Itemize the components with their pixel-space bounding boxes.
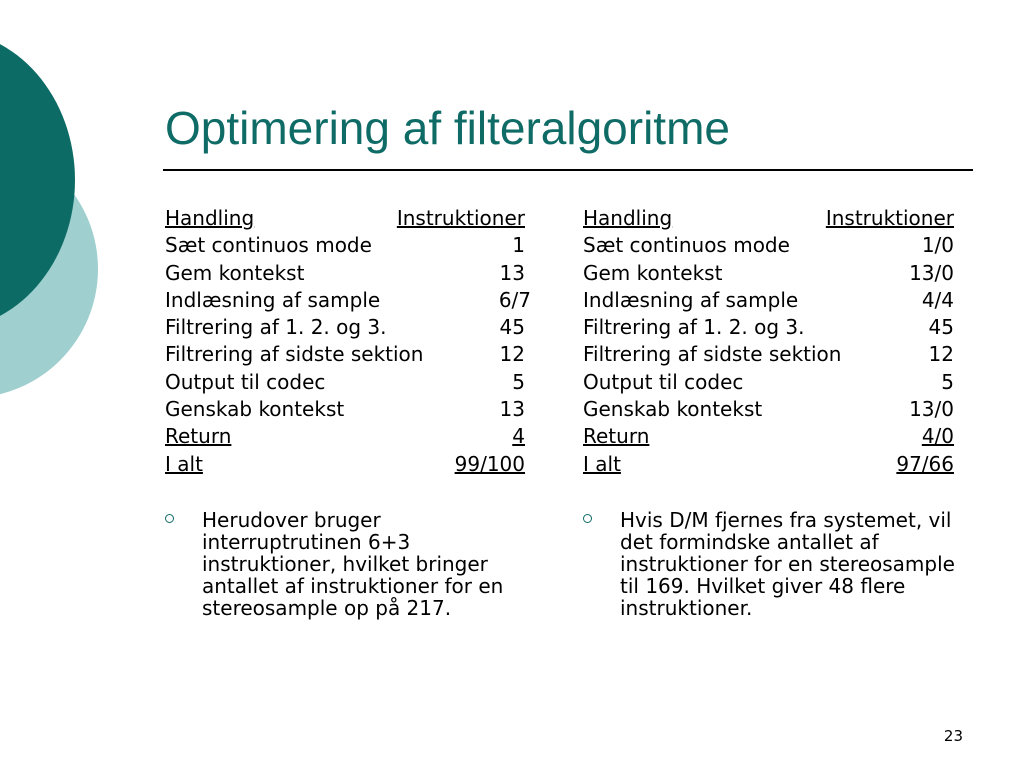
table-row: [165, 232, 525, 259]
table-header: [165, 205, 525, 232]
row-value: 4/4: [921, 287, 954, 312]
total-value: 97/66: [896, 451, 954, 476]
table-row: [165, 314, 525, 341]
row-label: Genskab kontekst: [583, 397, 763, 422]
bullet-circle-icon: [165, 514, 174, 523]
table-row: [583, 232, 954, 259]
row-value: 5: [512, 369, 525, 394]
table-row: [165, 396, 525, 423]
row-value: 1: [512, 233, 525, 258]
row-value: 4/0: [921, 424, 954, 449]
table-row: [583, 287, 954, 314]
row-label: Filtrering af sidste sektion: [583, 342, 842, 367]
row-label: Sæt continuos mode: [165, 233, 372, 258]
table-row: [583, 260, 954, 287]
row-value: 13/0: [909, 397, 954, 422]
row-label: Indlæsning af sample: [583, 287, 799, 312]
table-row: [583, 423, 954, 450]
row-label: Return: [165, 424, 232, 449]
row-value: 13/0: [909, 260, 954, 285]
page-number: 23: [943, 727, 963, 745]
row-label: Genskab kontekst: [165, 397, 345, 422]
table-row: [165, 423, 525, 450]
title-divider: [163, 169, 973, 171]
header-value: Instruktioner: [396, 206, 525, 230]
table-row: [583, 341, 954, 368]
bullet-circle-icon: [583, 514, 592, 523]
table-header: [583, 205, 954, 232]
row-label: Indlæsning af sample: [165, 287, 381, 312]
header-label: Handling: [165, 206, 255, 230]
table-total-row: [165, 451, 525, 478]
row-value: 12: [499, 342, 525, 367]
row-value: 12: [928, 342, 954, 367]
table-row: [583, 369, 954, 396]
row-value: 5: [941, 369, 954, 394]
row-value: 13: [499, 260, 525, 285]
bullet-text: Herudover bruger interruptrutinen 6+3 instruktioner, hvilket bringer antallet af instruktioner for en stereosample op på 217.: [202, 508, 504, 620]
row-value: 1/0: [921, 233, 954, 258]
bullet-point-left: [165, 509, 535, 619]
row-label: Filtrering af 1. 2. og 3.: [165, 315, 387, 340]
row-value: 45: [499, 315, 525, 340]
bullet-point-right: [583, 509, 973, 619]
bullet-text: Hvis D/M fjernes fra systemet, vil det formindske antallet af instruktioner for en stereosample til 169. Hvilket giver 48 flere instruktioner.: [620, 508, 955, 620]
table-row: [165, 260, 525, 287]
row-label: Output til codec: [583, 369, 744, 394]
table-total-row: [583, 451, 954, 478]
row-value: 6/7: [498, 287, 531, 312]
total-label: I alt: [165, 451, 203, 476]
row-label: Output til codec: [165, 369, 326, 394]
row-value: 4: [512, 424, 525, 449]
table-row: [583, 314, 954, 341]
table-row: [165, 369, 525, 396]
table-row: [165, 341, 525, 368]
row-label: Filtrering af 1. 2. og 3.: [583, 315, 805, 340]
row-label: Filtrering af sidste sektion: [165, 342, 424, 367]
table-row: [165, 287, 531, 314]
slide-title: Optimering af filteralgoritme: [165, 102, 730, 154]
total-label: I alt: [583, 451, 621, 476]
row-value: 45: [928, 315, 954, 340]
total-value: 99/100: [454, 451, 525, 476]
header-label: Handling: [583, 206, 673, 230]
table-row: [583, 396, 954, 423]
row-label: Return: [583, 424, 650, 449]
row-label: Sæt continuos mode: [583, 233, 790, 258]
row-value: 13: [499, 397, 525, 422]
row-label: Gem kontekst: [583, 260, 723, 285]
row-label: Gem kontekst: [165, 260, 305, 285]
instruction-table-right: [583, 205, 954, 478]
header-value: Instruktioner: [825, 206, 954, 230]
instruction-table-left: [165, 205, 531, 478]
